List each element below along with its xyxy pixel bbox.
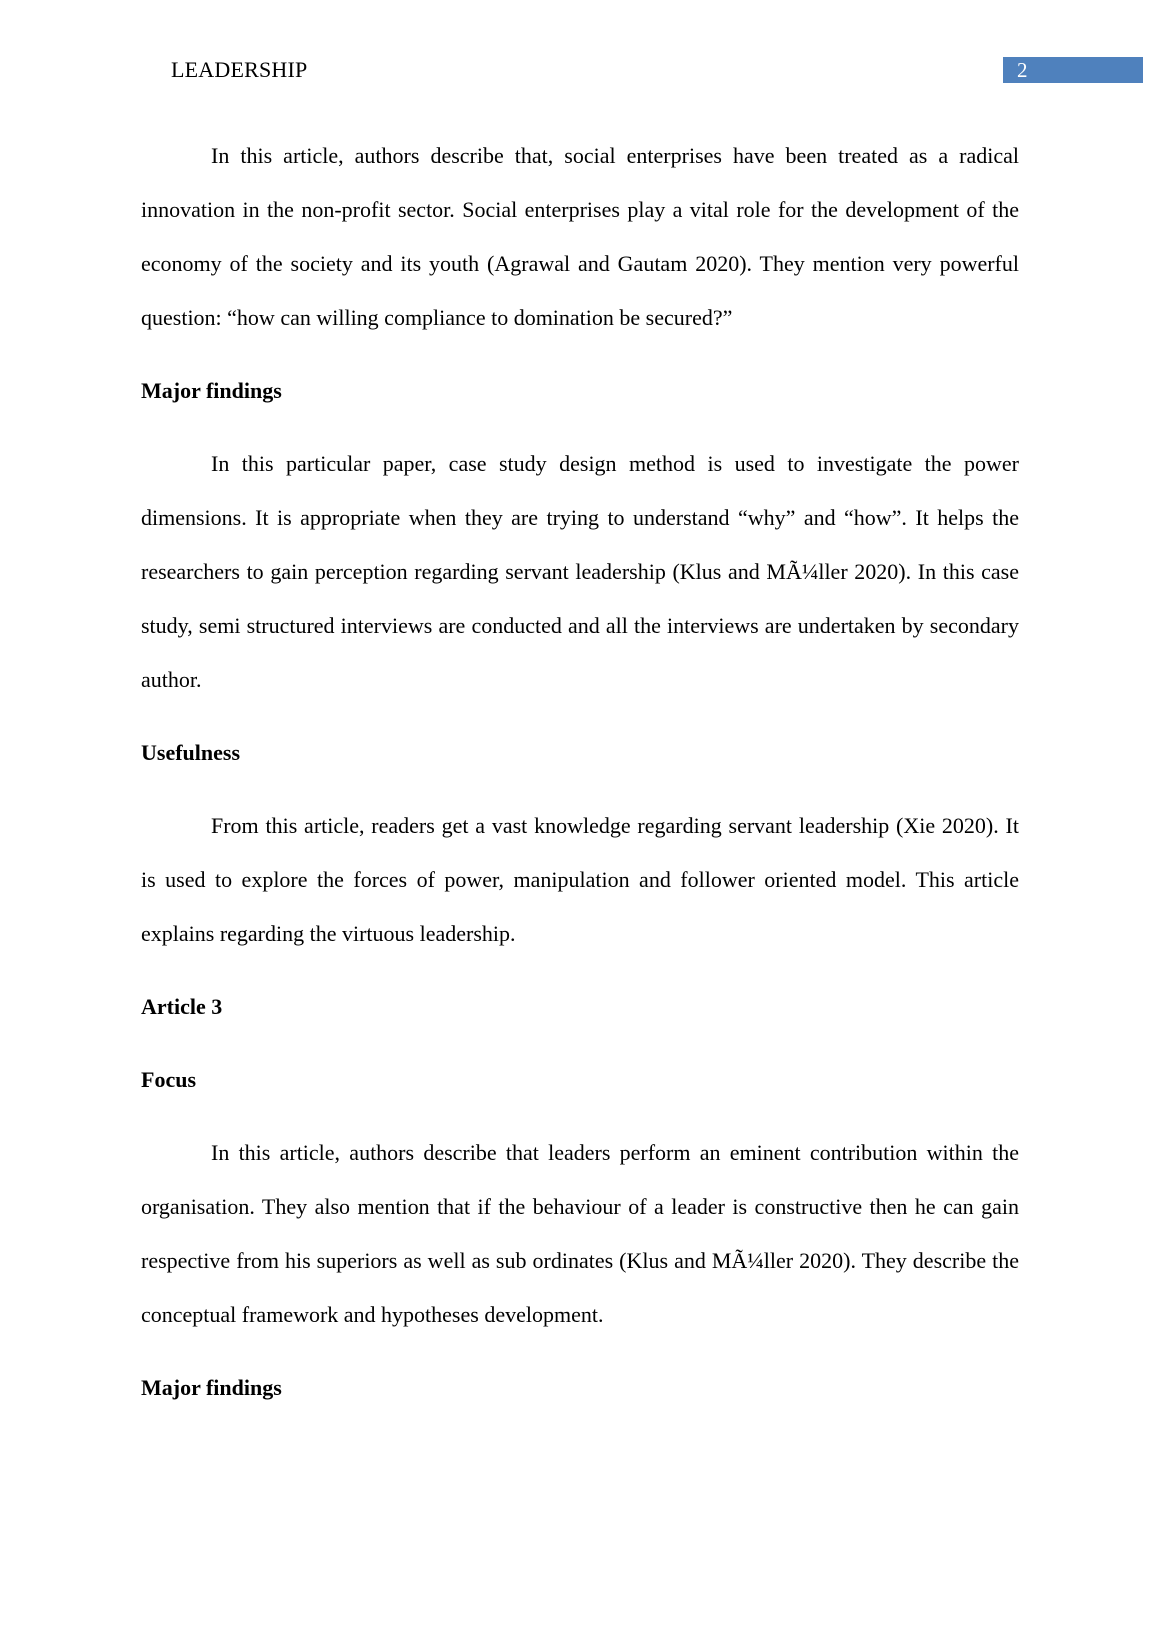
document-body: [141, 129, 1019, 1415]
paragraph-focus: In this article, authors describe that leaders perform an eminent contribution within the organisation. They also mention that if the behaviour of a leader is constructive then he can gain respective from his superiors as well as sub ordinates (Klus and MÃ¼ller 2020). They describe the conceptual framework and hypotheses development.: [141, 1140, 1019, 1327]
running-header-title: LEADERSHIP: [171, 57, 308, 82]
heading-article-3: Article 3: [141, 994, 223, 1019]
page-number: 2: [1003, 57, 1143, 83]
paragraph-article-intro: In this article, authors describe that, social enterprises have been treated as a radical innovation in the non-profit sector. Social enterprises play a vital role for the development of the economy of the society and its youth (Agrawal and Gautam 2020). They mention very powerful question: “how can willing compliance to domination be secured?”: [141, 143, 1019, 330]
paragraph-usefulness: From this article, readers get a vast knowledge regarding servant leadership (Xie 2020). It is used to explore the forces of power, manipulation and follower oriented model. This article explains regarding the virtuous leadership.: [141, 813, 1019, 946]
heading-focus: Focus: [141, 1067, 196, 1092]
heading-usefulness: Usefulness: [141, 740, 241, 765]
paragraph-major-findings: In this particular paper, case study design method is used to investigate the power dimensions. It is appropriate when they are trying to understand “why” and “how”. It helps the researchers to gain perception regarding servant leadership (Klus and MÃ¼ller 2020). In this case study, semi structured interviews are conducted and all the interviews are undertaken by secondary author.: [141, 451, 1019, 692]
heading-major-findings: Major findings: [141, 378, 282, 403]
heading-major-findings-2: Major findings: [141, 1375, 282, 1400]
